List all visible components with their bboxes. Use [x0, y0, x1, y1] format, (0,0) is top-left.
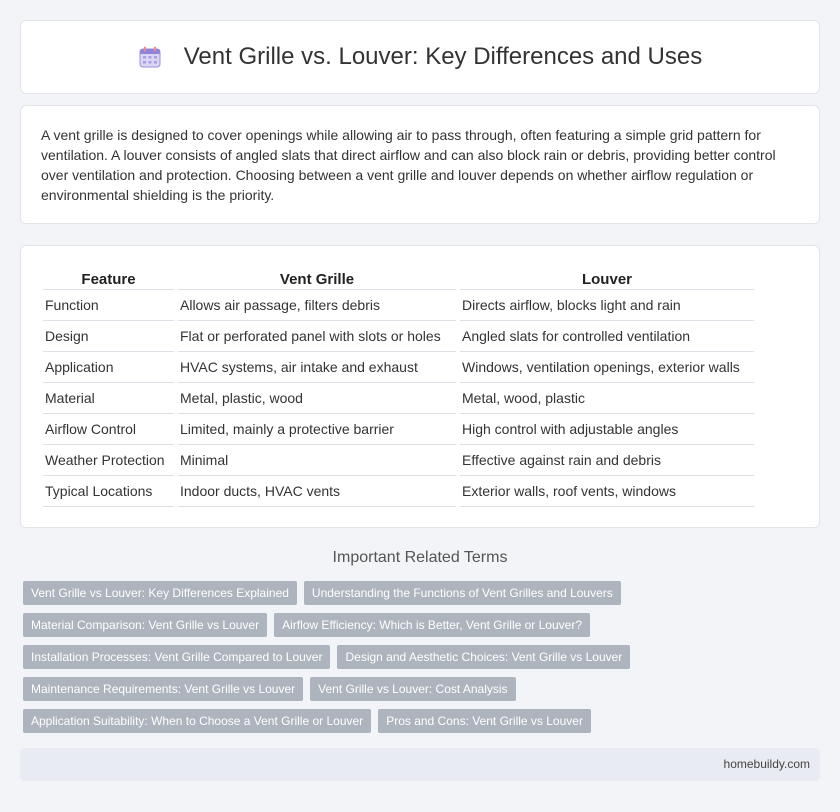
calendar-icon — [138, 45, 162, 69]
cell-feature: Typical Locations — [43, 476, 174, 507]
cell-vent-grille: Limited, mainly a protective barrier — [178, 414, 456, 445]
table-row — [43, 321, 754, 352]
comparison-table — [39, 266, 758, 507]
cell-feature: Function — [43, 290, 174, 321]
related-term-tag[interactable]: Maintenance Requirements: Vent Grille vs Louver — [23, 677, 303, 701]
footer-site[interactable]: homebuildy.com — [723, 757, 810, 771]
related-term-tag[interactable]: Vent Grille vs Louver: Cost Analysis — [310, 677, 515, 701]
intro-paragraph: A vent grille is designed to cover openings while allowing air to pass through, often featuring a simple grid pattern for ventilation. A louver consists of angled slats that direct airflow and can also block rain or debris, providing better control over ventilation and protection. Choosing between a vent grille and louver depends on whether airflow regulation or environmental shielding is the priority. — [41, 127, 776, 203]
cell-feature: Material — [43, 383, 174, 414]
cell-vent-grille: Metal, plastic, wood — [178, 383, 456, 414]
cell-louver: Angled slats for controlled ventilation — [460, 321, 754, 352]
comparison-card — [20, 245, 820, 528]
header-louver: Louver — [460, 266, 754, 290]
footer — [20, 748, 820, 781]
cell-feature: Airflow Control — [43, 414, 174, 445]
cell-louver: Directs airflow, blocks light and rain — [460, 290, 754, 321]
header-vent-grille: Vent Grille — [178, 266, 456, 290]
title-card — [20, 20, 820, 94]
cell-vent-grille: HVAC systems, air intake and exhaust — [178, 352, 456, 383]
header-feature: Feature — [43, 266, 174, 290]
cell-louver: Effective against rain and debris — [460, 445, 754, 476]
cell-vent-grille: Allows air passage, filters debris — [178, 290, 456, 321]
related-term-tag[interactable]: Application Suitability: When to Choose a Vent Grille or Louver — [23, 709, 371, 733]
table-row — [43, 383, 754, 414]
related-term-tag[interactable]: Design and Aesthetic Choices: Vent Grille vs Louver — [337, 645, 630, 669]
related-term-tag[interactable]: Installation Processes: Vent Grille Compared to Louver — [23, 645, 330, 669]
related-terms-list — [23, 581, 813, 741]
title-text: Vent Grille vs. Louver: Key Differences and Uses — [183, 43, 703, 70]
related-terms-heading: Important Related Terms — [332, 549, 508, 566]
cell-louver: High control with adjustable angles — [460, 414, 754, 445]
cell-louver: Exterior walls, roof vents, windows — [460, 476, 754, 507]
table-row — [43, 414, 754, 445]
table-row — [43, 476, 754, 507]
cell-feature: Design — [43, 321, 174, 352]
table-row — [43, 352, 754, 383]
related-term-tag[interactable]: Pros and Cons: Vent Grille vs Louver — [378, 709, 591, 733]
table-header-row — [43, 266, 754, 290]
cell-louver: Windows, ventilation openings, exterior walls — [460, 352, 754, 383]
related-term-tag[interactable]: Material Comparison: Vent Grille vs Louver — [23, 613, 267, 637]
cell-vent-grille: Flat or perforated panel with slots or holes — [178, 321, 456, 352]
related-term-tag[interactable]: Understanding the Functions of Vent Grilles and Louvers — [304, 581, 621, 605]
table-row — [43, 290, 754, 321]
cell-louver: Metal, wood, plastic — [460, 383, 754, 414]
cell-feature: Application — [43, 352, 174, 383]
cell-vent-grille: Indoor ducts, HVAC vents — [178, 476, 456, 507]
cell-vent-grille: Minimal — [178, 445, 456, 476]
intro-card — [20, 105, 820, 224]
cell-feature: Weather Protection — [43, 445, 174, 476]
table-row — [43, 445, 754, 476]
related-term-tag[interactable]: Vent Grille vs Louver: Key Differences Explained — [23, 581, 297, 605]
related-term-tag[interactable]: Airflow Efficiency: Which is Better, Vent Grille or Louver? — [274, 613, 590, 637]
page-title — [138, 43, 702, 71]
